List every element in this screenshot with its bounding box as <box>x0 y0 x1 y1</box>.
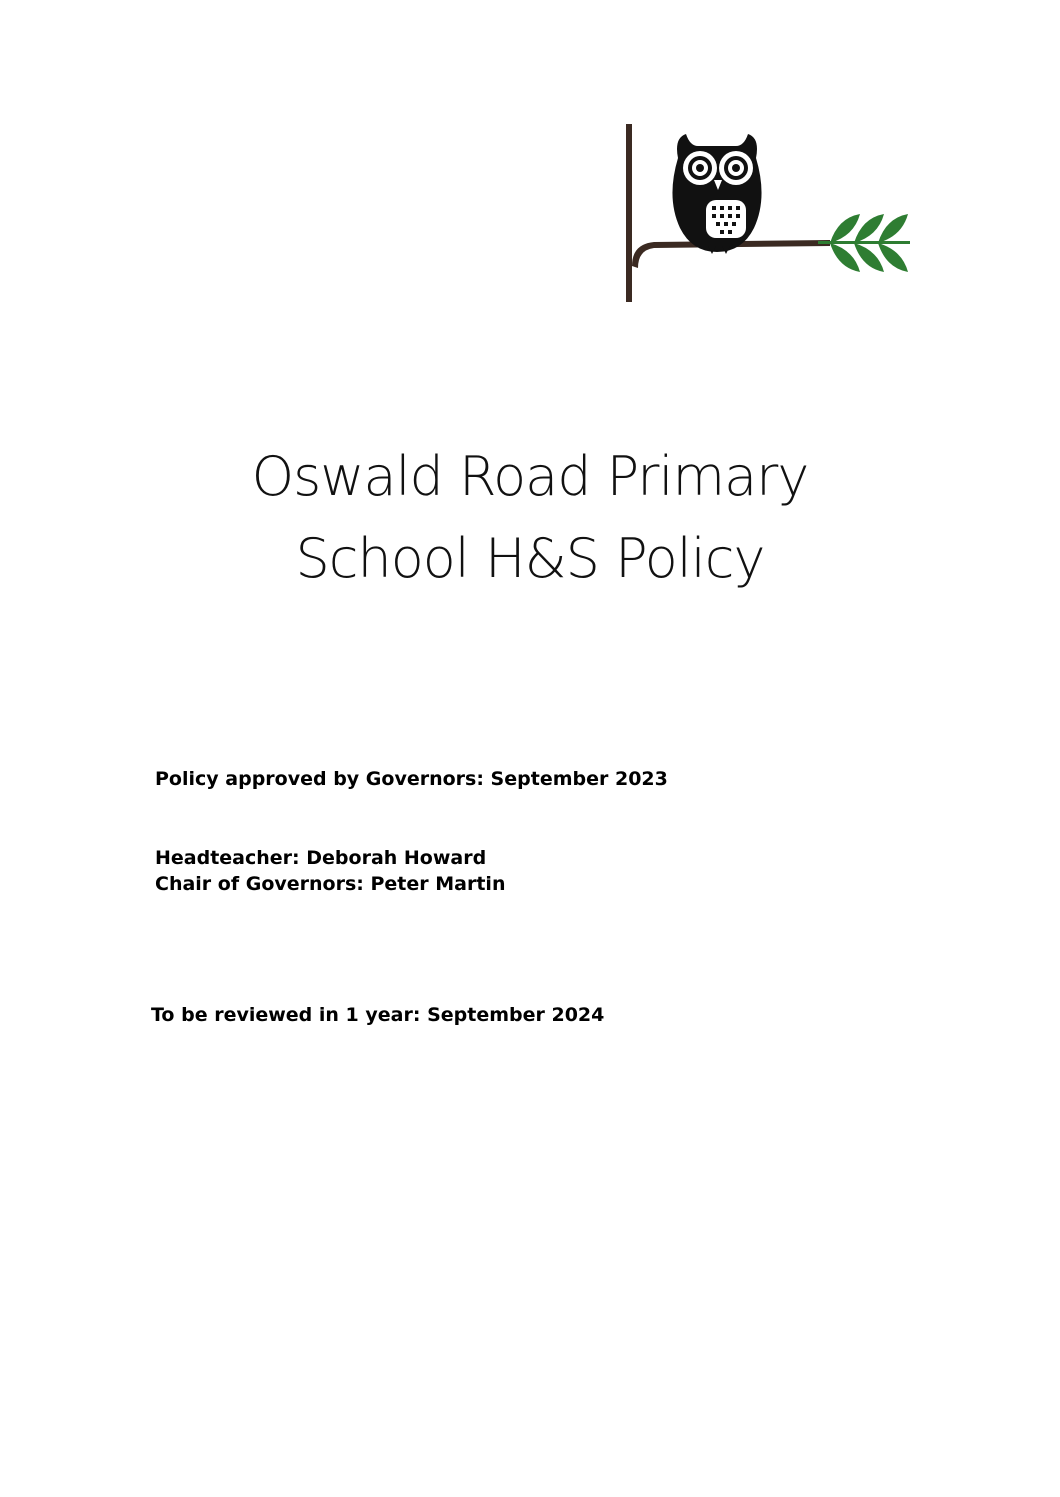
title-line-2: School H&S Policy <box>295 527 765 590</box>
branch-trunk <box>626 124 632 302</box>
title-line-1: Oswald Road Primary <box>251 445 809 508</box>
headteacher-line: Headteacher: Deborah Howard <box>155 847 487 869</box>
owl-icon <box>672 134 761 254</box>
review-date-line: To be reviewed in 1 year: September 2024 <box>151 1004 605 1026</box>
leaves-icon <box>818 214 910 272</box>
approval-line: Policy approved by Governors: September 2023 <box>155 768 668 790</box>
chair-of-governors-line: Chair of Governors: Peter Martin <box>155 873 506 895</box>
owl-on-branch-icon <box>618 118 918 308</box>
school-logo <box>618 118 918 308</box>
document-title <box>0 436 1060 600</box>
